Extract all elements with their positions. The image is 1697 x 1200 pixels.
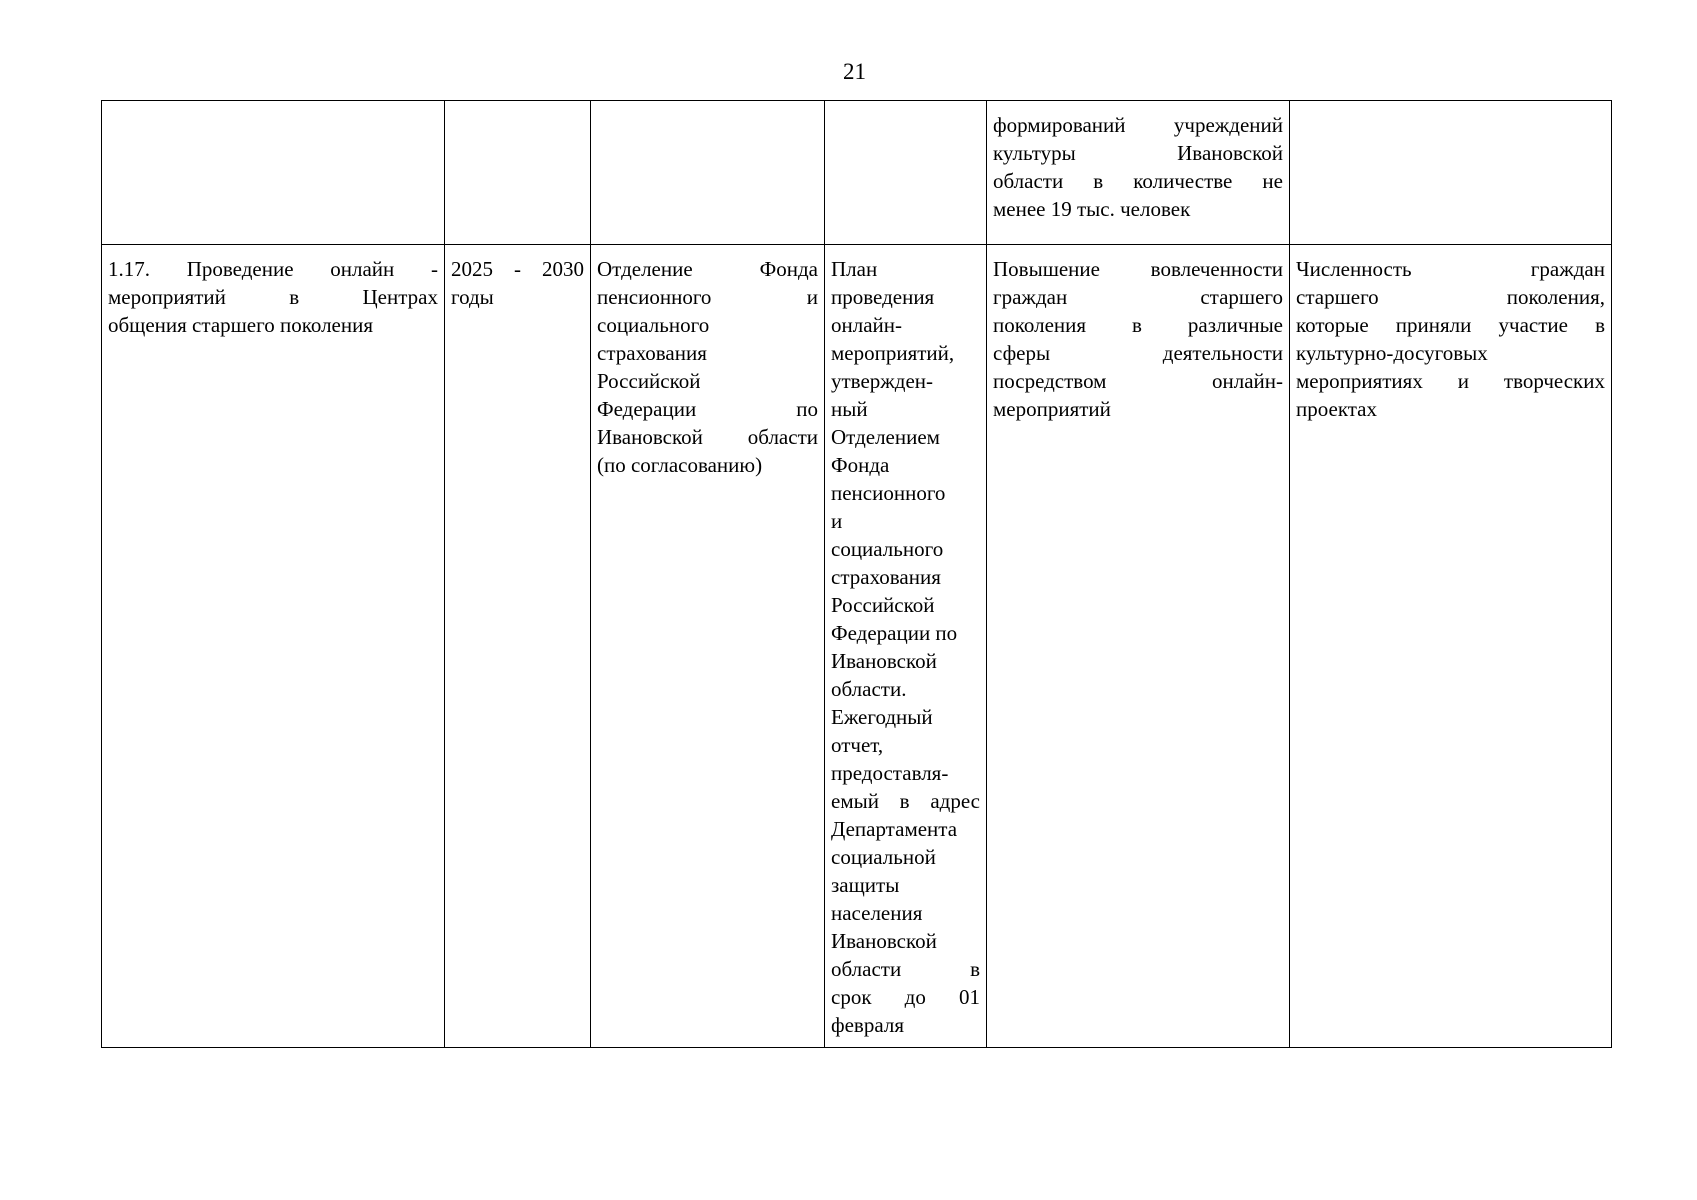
- event-line: общения старшего поколения: [108, 313, 374, 337]
- document-line: предоставля-: [831, 761, 949, 785]
- document-cell: [825, 101, 987, 245]
- indicator-cell: [1290, 245, 1612, 1048]
- executor-line: Федерации по: [597, 397, 818, 421]
- executor-cell: [591, 101, 825, 245]
- result-line: мероприятий: [993, 397, 1111, 421]
- document-line: ный: [831, 397, 868, 421]
- document-line: и: [831, 509, 843, 533]
- indicator-line: мероприятиях и творческих: [1296, 369, 1605, 393]
- table-row-item: [102, 245, 1612, 1048]
- result-text: [993, 111, 1283, 223]
- document-line: Департамента: [831, 817, 958, 841]
- indicator-line: проектах: [1296, 397, 1377, 421]
- document-line: отчет,: [831, 733, 884, 757]
- document-line: Ежегодный: [831, 705, 933, 729]
- result-line: формирований учреждений: [993, 113, 1283, 137]
- executor-line: страхования: [597, 341, 707, 365]
- event-line: 1.17. Проведение онлайн -: [108, 257, 438, 281]
- indicator-cell: [1290, 101, 1612, 245]
- document-text: [831, 255, 980, 1039]
- result-line: культуры Ивановской: [993, 141, 1283, 165]
- document-line: онлайн-: [831, 313, 903, 337]
- result-line: Повышение вовлеченности: [993, 257, 1283, 281]
- period-line: 2025 - 2030: [451, 257, 584, 281]
- result-line: сферы деятельности: [993, 341, 1283, 365]
- result-line: посредством онлайн-: [993, 369, 1283, 393]
- document-line: области.: [831, 677, 907, 701]
- event-text: [108, 255, 438, 339]
- document-line: мероприятий,: [831, 341, 955, 365]
- result-text: [993, 255, 1283, 423]
- document-line: утвержден-: [831, 369, 934, 393]
- document-line: Российской: [831, 593, 935, 617]
- result-line: области в количестве не: [993, 169, 1283, 193]
- indicator-line: Численность граждан: [1296, 257, 1605, 281]
- document-line: Фонда: [831, 453, 890, 477]
- executor-line: социального: [597, 313, 710, 337]
- document-line: емый в адрес: [831, 789, 980, 813]
- document-cell: [825, 245, 987, 1048]
- period-text: [451, 255, 584, 311]
- document-line: План: [831, 257, 878, 281]
- indicator-text: [1296, 255, 1605, 423]
- document-line: Федерации по: [831, 621, 958, 645]
- table-row-continuation: [102, 101, 1612, 245]
- document-line: срок до 01: [831, 985, 980, 1009]
- event-cell: [102, 245, 445, 1048]
- measures-table: [101, 100, 1612, 1048]
- event-cell: [102, 101, 445, 245]
- indicator-line: которые приняли участие в: [1296, 313, 1605, 337]
- result-cell: [987, 245, 1290, 1048]
- period-line: годы: [451, 285, 494, 309]
- document-line: защиты: [831, 873, 900, 897]
- indicator-line: старшего поколения,: [1296, 285, 1605, 309]
- document-line: проведения: [831, 285, 935, 309]
- document-line: Ивановской: [831, 929, 937, 953]
- document-line: населения: [831, 901, 923, 925]
- executor-text: [597, 255, 818, 479]
- document-line: социального: [831, 537, 944, 561]
- executor-cell: [591, 245, 825, 1048]
- result-cell: [987, 101, 1290, 245]
- document-line: Отделением: [831, 425, 940, 449]
- page-number: 21: [843, 59, 866, 84]
- document-line: пенсионного: [831, 481, 946, 505]
- result-line: поколения в различные: [993, 313, 1283, 337]
- event-line: мероприятий в Центрах: [108, 285, 438, 309]
- document-line: февраля: [831, 1013, 904, 1037]
- executor-line: Отделение Фонда: [597, 257, 818, 281]
- executor-line: Российской: [597, 369, 701, 393]
- document-line: страхования: [831, 565, 941, 589]
- document-line: области в: [831, 957, 980, 981]
- period-cell: [445, 245, 591, 1048]
- document-line: Ивановской: [831, 649, 937, 673]
- executor-line: (по согласованию): [597, 453, 763, 477]
- indicator-line: культурно-досуговых: [1296, 341, 1488, 365]
- executor-line: Ивановской области: [597, 425, 818, 449]
- period-cell: [445, 101, 591, 245]
- result-line: граждан старшего: [993, 285, 1283, 309]
- result-line: менее 19 тыс. человек: [993, 197, 1191, 221]
- document-line: социальной: [831, 845, 936, 869]
- executor-line: пенсионного и: [597, 285, 818, 309]
